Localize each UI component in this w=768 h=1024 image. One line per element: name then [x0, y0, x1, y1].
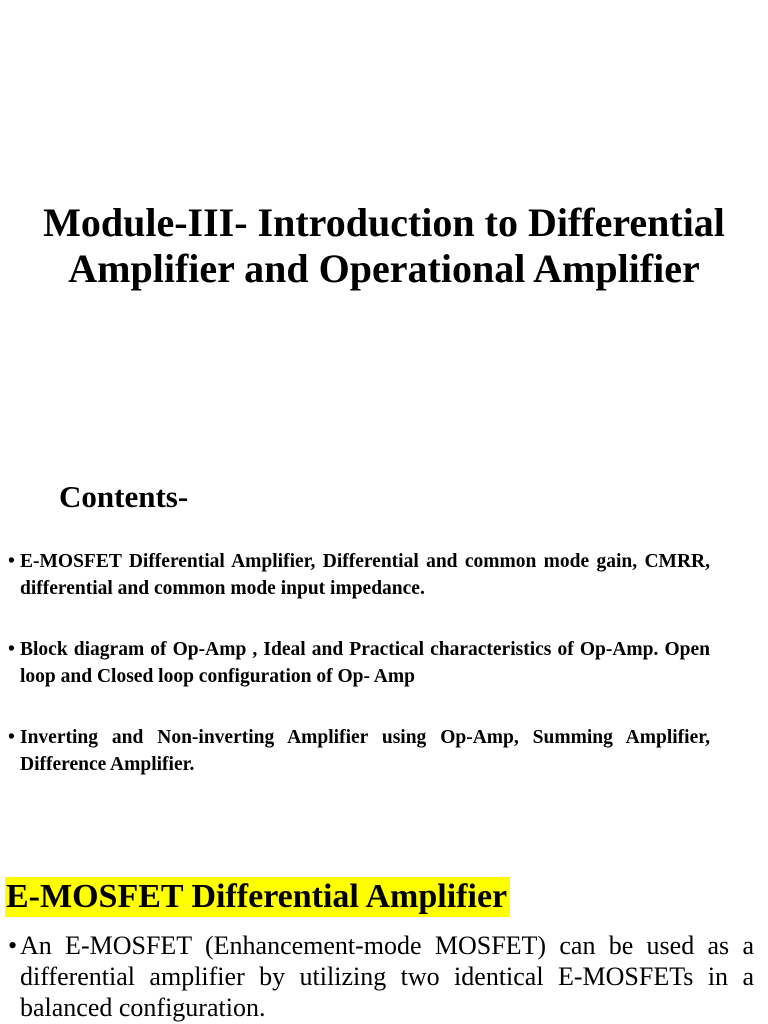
bullet-icon: • — [8, 639, 15, 660]
list-item-text: E-MOSFET Differential Amplifier, Differential and common mode gain, CMRR, differential and common mode input impedance. — [20, 551, 710, 599]
page-title — [0, 200, 768, 292]
bullet-icon: • — [8, 931, 18, 960]
title-line-2: Amplifier and Operational Amplifier — [68, 246, 700, 291]
contents-heading: Contents- — [59, 479, 189, 514]
list-item — [8, 636, 710, 690]
bullet-icon: • — [8, 551, 15, 572]
list-item-text: Inverting and Non-inverting Amplifier using Op-Amp, Summing Amplifier, Difference Amplifier. — [20, 727, 710, 775]
paragraph-text: An E-MOSFET (Enhancement-mode MOSFET) can be used as a differential amplifier by utilizing two identical E-MOSFETs in a balanced configuration. — [20, 931, 754, 1022]
list-item-text: Block diagram of Op-Amp , Ideal and Practical characteristics of Op-Amp. Open loop and Closed loop configuration of Op- Amp — [20, 639, 710, 687]
list-item — [8, 724, 710, 778]
section-heading: E-MOSFET Differential Amplifier — [5, 877, 510, 917]
title-line-1: Module-III- Introduction to Differential — [43, 200, 725, 245]
bullet-icon: • — [8, 727, 15, 748]
section-paragraph — [8, 930, 754, 1023]
list-item — [8, 548, 710, 602]
contents-list — [8, 548, 710, 812]
